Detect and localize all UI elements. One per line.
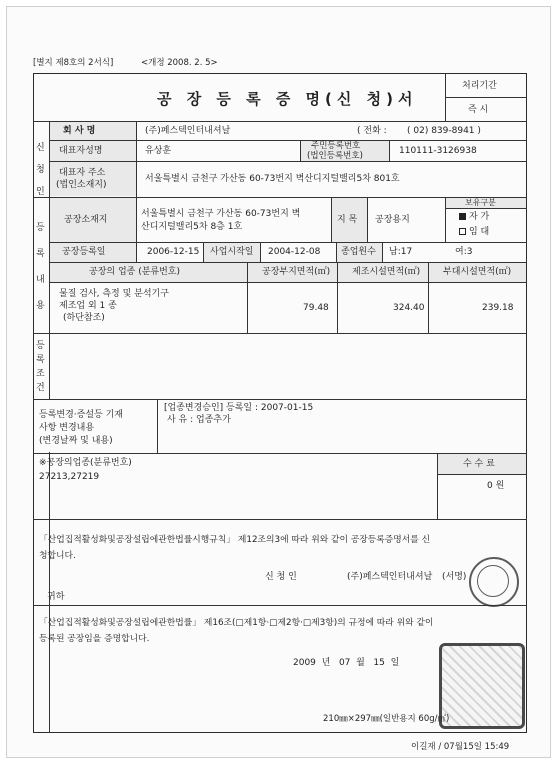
- factory-location-value: 서울특별시 금천구 가산동 60-73번지 벽: [141, 209, 301, 219]
- certification-statement: 「산업집적활성화및공장설립에관한법률」 제16조(□제1항·□제2항·□제3항)의 규정에 따라 위와 같이: [39, 618, 434, 628]
- applicant-sign-name: (주)페스텍인터내셔날: [347, 572, 433, 582]
- fax-stamp: 이길재 / 07월15일 15:49: [411, 742, 510, 752]
- business-start-value: 2004-12-08: [268, 247, 321, 257]
- ownership-own-checkbox[interactable]: 자 가: [459, 213, 489, 222]
- industry-codes-value: 27213,27219: [39, 472, 100, 482]
- revision-date: <개정 2008. 2. 5>: [141, 58, 218, 68]
- manufacturing-area-header: 제조시설면적(㎡): [352, 267, 421, 277]
- issue-date: 2009 년 07 월 15 일: [293, 658, 400, 668]
- address-label: 대표자 주소: [59, 168, 106, 178]
- change-reason: 사 유 : 업종추가: [167, 415, 231, 425]
- company-seal-inner-icon: [477, 565, 509, 597]
- annex-number: [별지 제8호의 2서식]: [33, 58, 114, 68]
- applicant-side-label: 신 청 인: [36, 143, 45, 197]
- registration-number-label-2: (법인등록번호): [307, 151, 363, 161]
- request-statement-2: 청합니다.: [39, 551, 76, 561]
- official-seal-icon: [439, 643, 525, 729]
- registration-side-label: 등 록 내 용: [36, 223, 45, 311]
- employees-male: 남:17: [389, 247, 413, 257]
- conditions-side-label: 등 록 조 건: [36, 341, 45, 393]
- changes-label-2: 사항 변경내용: [39, 423, 95, 433]
- business-start-label: 사업시작일: [210, 247, 254, 257]
- employees-female: 여:3: [455, 247, 473, 257]
- change-entry: [업종변경승인] 등록일 : 2007-01-15: [164, 403, 314, 413]
- land-category-label: 지 목: [337, 215, 358, 225]
- processing-period-label: 처리기간: [462, 81, 497, 91]
- company-name-value: (주)페스텍인터내셔날: [145, 126, 231, 136]
- applicant-sign-label: 신 청 인: [265, 572, 297, 582]
- phone-label: ( 전화 :: [357, 126, 387, 136]
- ownership-lease-checkbox[interactable]: 임 대: [459, 228, 489, 237]
- land-category-value: 공장용지: [375, 215, 410, 225]
- site-area-value: 79.48: [303, 303, 329, 313]
- factory-location-label: 공장소재지: [64, 215, 108, 225]
- auxiliary-area-header: 부대시설면적(㎡): [443, 267, 512, 277]
- registration-number-label: 주민등록번호: [311, 141, 361, 151]
- paper-size: 210㎜×297㎜(일반용지 60g/㎡): [323, 714, 450, 724]
- request-statement: 「산업집적활성화및공장설립에관한법률시행규칙」 제12조의3에 따라 위와 같이 공장등록증명서를 신: [39, 535, 431, 545]
- certification-statement-2: 등록된 공장임을 증명합니다.: [39, 634, 150, 644]
- changes-label: 등록변경·증설등 기재: [39, 410, 123, 420]
- fee-label: 수 수 료: [463, 459, 495, 469]
- representative-label: 대표자성명: [59, 146, 103, 156]
- applicant-sign-mark: (서명): [442, 572, 467, 582]
- document-page: [6, 6, 551, 758]
- registration-date-value: 2006-12-15: [147, 247, 200, 257]
- industry-value-2: 제조업 외 1 종: [59, 301, 117, 311]
- industry-codes-label: ※공장의업종(분류번호): [39, 458, 132, 468]
- address-label-2: (법인소재지): [56, 180, 107, 190]
- site-area-header: 공장부지면적(㎡): [262, 267, 331, 277]
- manufacturing-area-value: 324.40: [393, 303, 425, 313]
- representative-value: 유상훈: [145, 146, 172, 156]
- auxiliary-area-value: 239.18: [482, 303, 514, 313]
- ownership-label: 보유구분: [465, 198, 496, 207]
- fee-value: 0 원: [487, 481, 505, 491]
- phone-value: ( 02) 839-8941 ): [407, 126, 481, 136]
- employees-label: 종업원수: [341, 247, 376, 257]
- industry-header: 공장의 업종 (분류번호): [89, 267, 180, 277]
- company-name-label: 회 사 명: [63, 126, 96, 136]
- industry-value-3: (하단참조): [63, 313, 105, 323]
- address-value: 서울특별시 금천구 가산동 60-73번지 벽산디지털밸리5차 801호: [145, 174, 400, 184]
- factory-location-value-2: 산디지털밸리5차 8층 1호: [141, 222, 243, 232]
- registration-number-value: 110111-3126938: [399, 146, 477, 156]
- industry-value: 물질 검사, 측정 및 분석기구: [59, 289, 169, 299]
- changes-label-3: (변경날짜 및 내용): [39, 436, 113, 446]
- form-title: 공 장 등 록 증 명(신 청)서: [157, 90, 418, 108]
- addressee: 귀하: [47, 592, 65, 602]
- processing-period-value: 즉 시: [468, 105, 489, 115]
- registration-date-label: 공장등록일: [62, 247, 106, 257]
